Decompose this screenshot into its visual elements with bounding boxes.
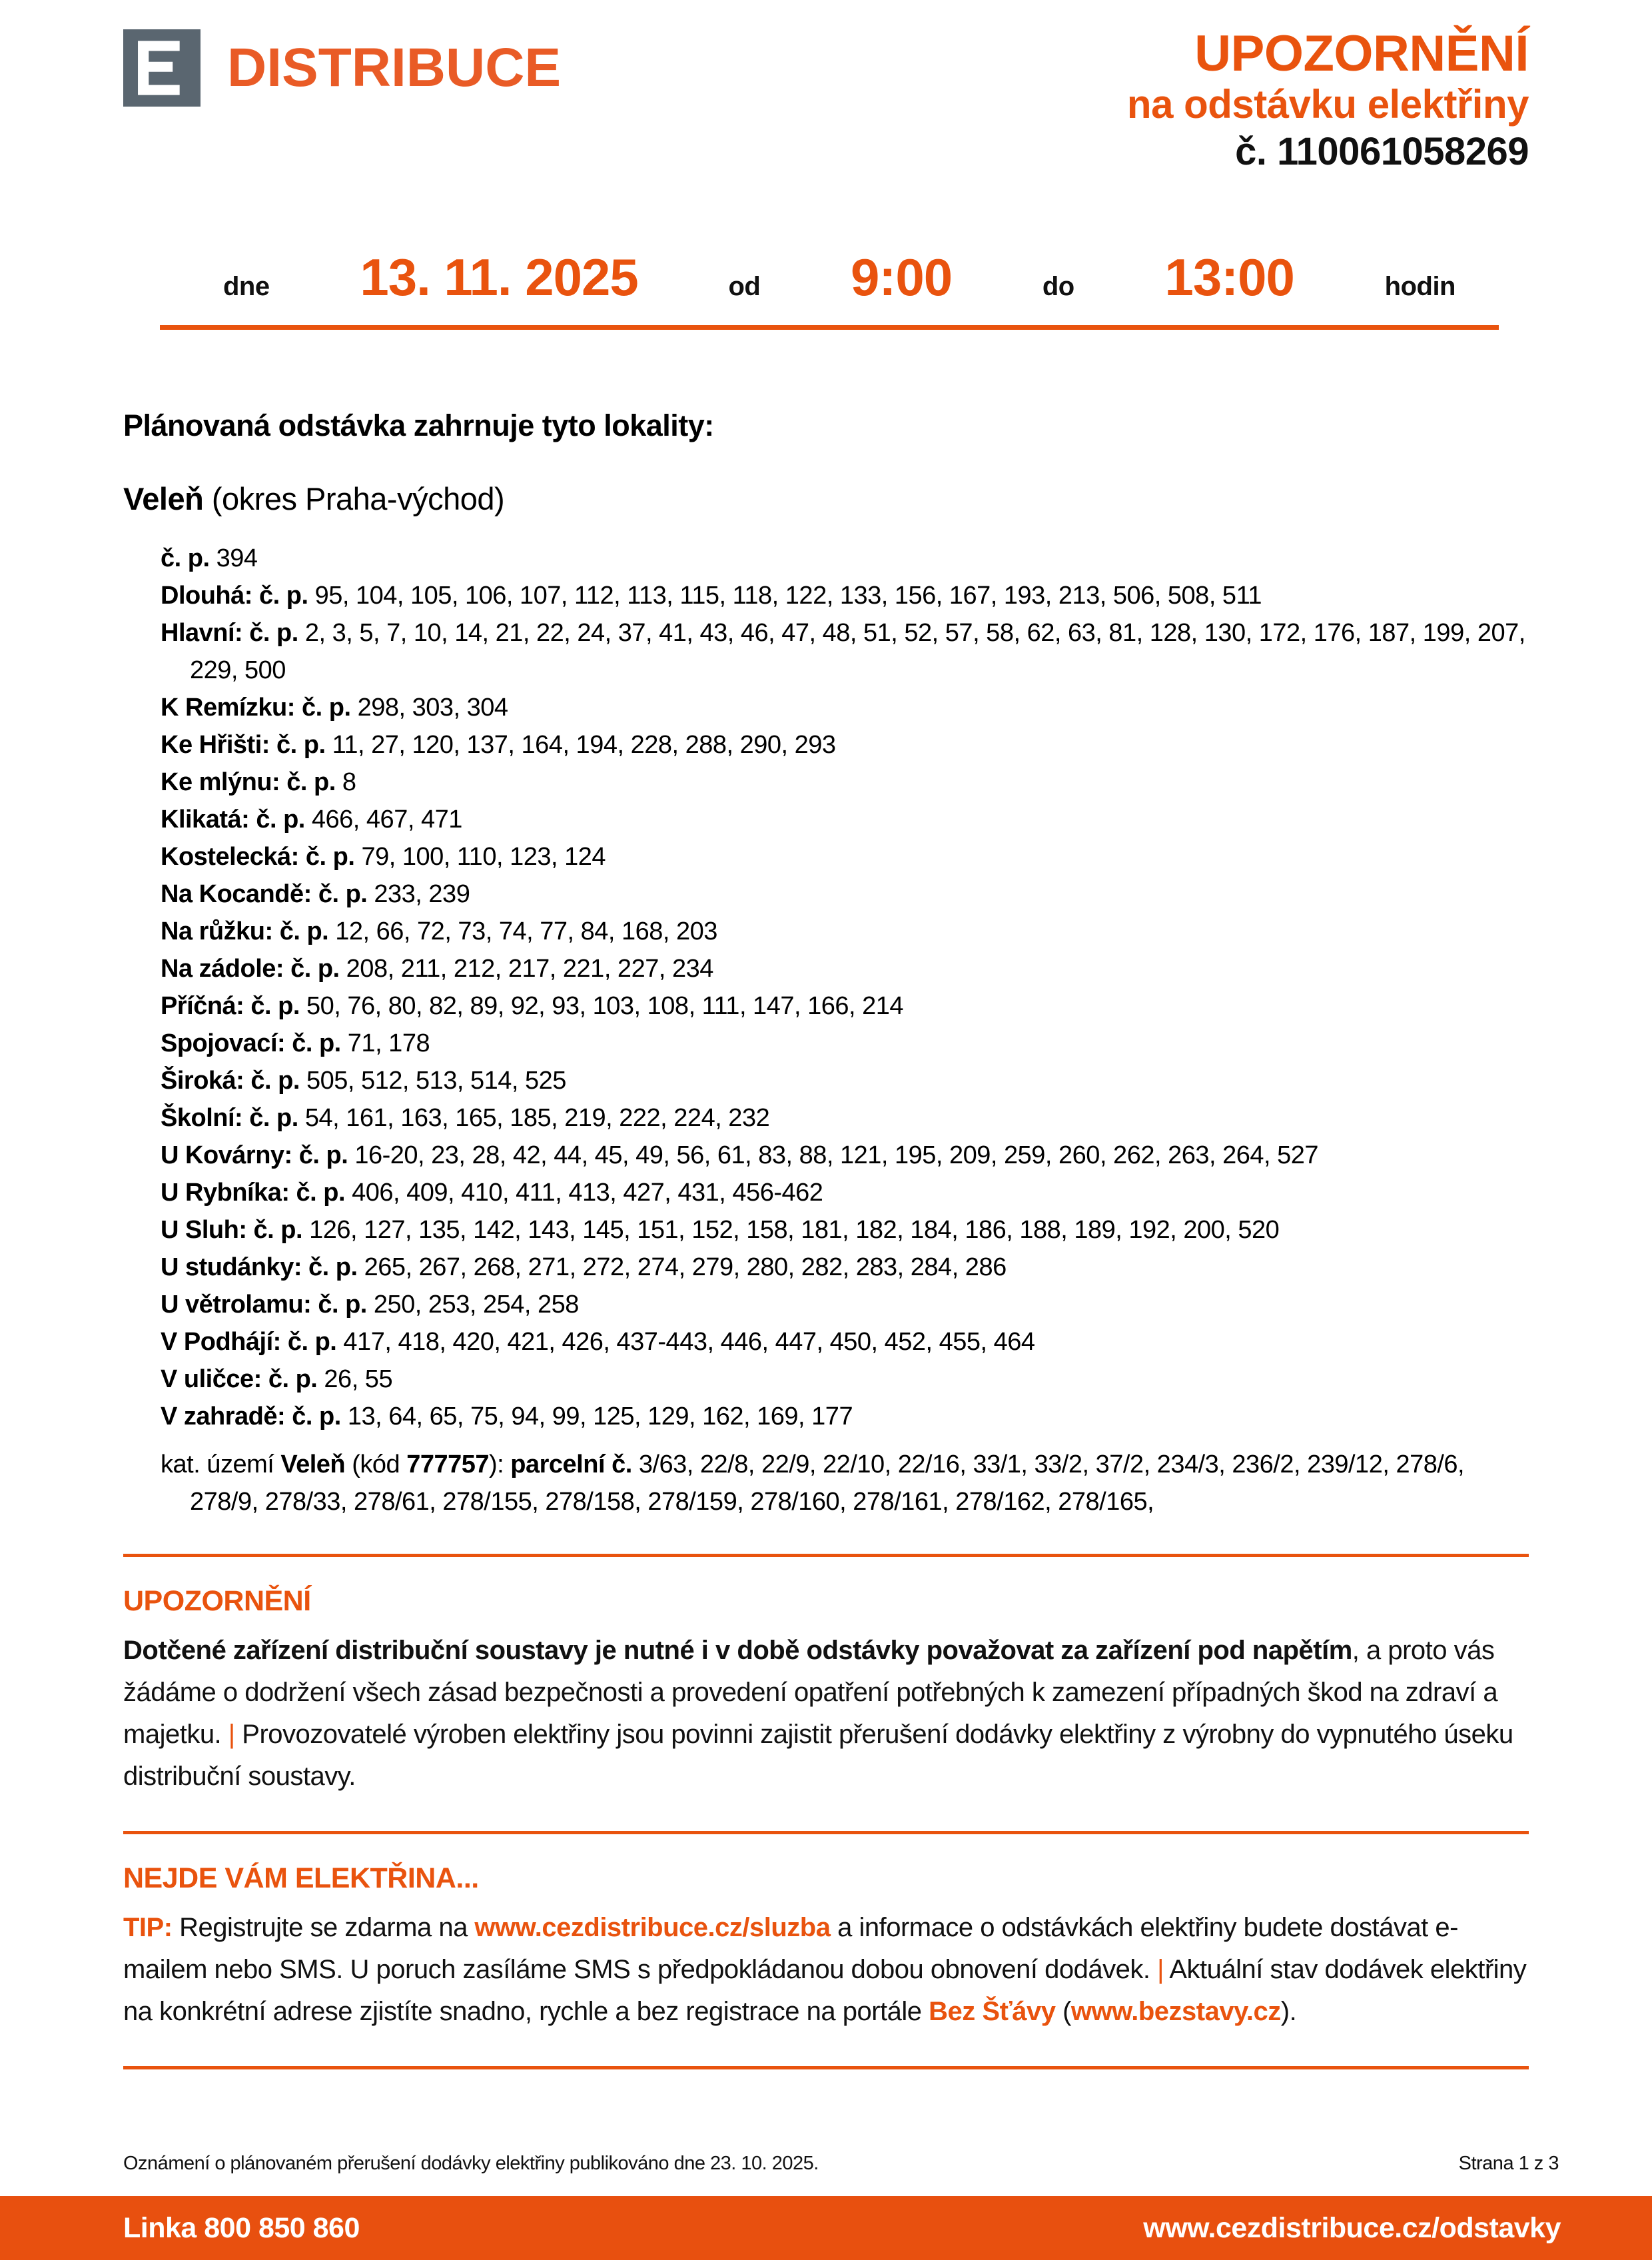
pipe-separator: | — [228, 1720, 235, 1750]
municipality-line — [123, 480, 1529, 517]
street-row — [123, 1137, 1529, 1174]
street-row — [123, 1174, 1529, 1211]
street-name: Kostelecká: č. p. — [161, 843, 362, 871]
date-underline — [160, 325, 1499, 330]
street-row — [123, 1099, 1529, 1137]
bottom-bar — [0, 2196, 1652, 2260]
tip-text1: Registrujte se zdarma na — [172, 1913, 475, 1943]
section-divider — [123, 2066, 1529, 2069]
street-name: Široká: č. p. — [161, 1067, 306, 1095]
street-numbers: 466, 467, 471 — [311, 806, 462, 834]
tip-label: TIP: — [123, 1913, 173, 1943]
street-row — [123, 1211, 1529, 1249]
notice-title-block — [1127, 25, 1529, 174]
notice-number: č. 110061058269 — [1235, 130, 1529, 174]
parcel-label: parcelní č. — [510, 1450, 632, 1479]
street-name: Školní: č. p. — [161, 1104, 305, 1133]
cp-numbers: 394 — [216, 544, 258, 573]
street-numbers: 26, 55 — [324, 1365, 393, 1394]
street-numbers: 8 — [342, 768, 356, 797]
street-numbers: 11, 27, 120, 137, 164, 194, 228, 288, 290, 293 — [332, 731, 836, 760]
title-line2: na odstávku elektřiny — [1126, 82, 1529, 127]
street-name: Ke mlýnu: č. p. — [161, 768, 342, 797]
municipality-district: (okres Praha-východ) — [203, 481, 505, 517]
street-name: U Sluh: č. p. — [161, 1216, 310, 1245]
localities-heading: Plánovaná odstávka zahrnuje tyto lokality: — [123, 408, 714, 443]
street-row — [123, 1361, 1529, 1398]
street-row — [123, 726, 1529, 764]
street-numbers: 16-20, 23, 28, 42, 44, 45, 49, 56, 61, 83, 88, 121, 195, 209, 259, 260, 262, 263, 264, 527 — [354, 1141, 1319, 1170]
municipality-name: Veleň — [123, 481, 204, 517]
street-name: Příčná: č. p. — [161, 992, 306, 1021]
logo-wordmark: DISTRIBUCE — [227, 37, 562, 98]
time-from: 9:00 — [851, 248, 953, 307]
street-name: Dlouhá: č. p. — [161, 582, 315, 610]
cadastral-prefix: kat. území — [161, 1450, 281, 1479]
cadastral-mid: (kód — [345, 1450, 407, 1479]
street-name: U studánky: č. p. — [161, 1253, 364, 1282]
tip-paragraph — [123, 1907, 1529, 2033]
tip-text5: ). — [1280, 1997, 1297, 2027]
street-name: Hlavní: č. p. — [161, 619, 305, 648]
cp-row — [123, 540, 1529, 577]
outage-date: 13. 11. 2025 — [360, 248, 638, 307]
tip-text3: Aktuální stav dodávek elektřiny na konkrétní adrese zjistíte snadno, rychle a bez registrace na portále — [123, 1955, 1527, 2027]
phone-line: Linka 800 850 860 — [123, 2211, 360, 2244]
portal-name: Bez Šťávy — [929, 1997, 1056, 2027]
street-numbers: 95, 104, 105, 106, 107, 112, 113, 115, 118, 122, 133, 156, 167, 193, 213, 506, 508, 511 — [314, 582, 1262, 610]
section-divider — [123, 1831, 1529, 1834]
street-name: V zahradě: č. p. — [161, 1403, 348, 1431]
publication-note: Oznámení o plánovaném přerušení dodávky elektřiny publikováno dne 23. 10. 2025. — [123, 2153, 819, 2174]
link-odstavky[interactable]: www.cezdistribuce.cz/odstavky — [1143, 2211, 1561, 2244]
street-row — [123, 1249, 1529, 1286]
street-numbers: 12, 66, 72, 73, 74, 77, 84, 168, 203 — [335, 917, 717, 946]
street-name: U větrolamu: č. p. — [161, 1291, 374, 1319]
cez-logo-icon — [123, 29, 201, 107]
cadastral-after-code: ): — [489, 1450, 511, 1479]
street-name: Na zádole: č. p. — [161, 955, 346, 983]
street-list — [123, 540, 1529, 1435]
street-numbers: 417, 418, 420, 421, 426, 437-443, 446, 447, 450, 452, 455, 464 — [343, 1328, 1035, 1357]
street-numbers: 208, 211, 212, 217, 221, 227, 234 — [346, 955, 713, 983]
street-numbers: 79, 100, 110, 123, 124 — [361, 843, 606, 871]
tip-text4: ( — [1055, 1997, 1071, 2027]
street-row — [123, 1286, 1529, 1323]
street-numbers: 250, 253, 254, 258 — [373, 1291, 579, 1319]
tip-text2: a informace o odstávkách elektřiny budete dostávat e-mailem nebo SMS. U poruch zasíláme SMS s předpokládanou dobou obnovení dodávek. — [123, 1913, 1458, 1985]
street-row — [123, 764, 1529, 801]
street-name: V Podhájí: č. p. — [161, 1328, 344, 1357]
street-numbers: 13, 64, 65, 75, 94, 99, 125, 129, 162, 169, 177 — [347, 1403, 853, 1431]
link-bezstavy[interactable]: www.bezstavy.cz — [1070, 1997, 1281, 2027]
warning-text: , a proto vás žádáme o dodržení všech zásad bezpečnosti a provedení opatření potřebných k zamezení případných škod na zdraví a majetku. — [123, 1636, 1498, 1750]
cp-label: č. p. — [161, 544, 210, 573]
section-divider — [123, 1554, 1529, 1557]
street-numbers: 505, 512, 513, 514, 525 — [306, 1067, 566, 1095]
street-numbers: 54, 161, 163, 165, 185, 219, 222, 224, 232 — [304, 1104, 770, 1133]
street-numbers: 298, 303, 304 — [357, 694, 508, 722]
street-numbers: 265, 267, 268, 271, 272, 274, 279, 280, 282, 283, 284, 286 — [364, 1253, 1007, 1282]
street-row — [123, 614, 1529, 689]
footer-note — [123, 2153, 1559, 2175]
street-row — [123, 950, 1529, 987]
street-row — [123, 1025, 1529, 1062]
warning-paragraph — [123, 1630, 1529, 1798]
warning-text-tail: Provozovatelé výroben elektřiny jsou povinni zajistit přerušení dodávky elektřiny z výrobny do vypnutého úseku distribuční soustavy. — [123, 1720, 1513, 1792]
street-row — [123, 1398, 1529, 1435]
hodin-label: hodin — [1384, 272, 1455, 302]
cadastral-name: Veleň — [280, 1450, 346, 1479]
link-cezdistribuce-sluzba[interactable]: www.cezdistribuce.cz/sluzba — [474, 1913, 831, 1943]
street-row — [123, 875, 1529, 913]
dne-label: dne — [223, 272, 270, 302]
street-name: Klikatá: č. p. — [161, 806, 312, 834]
no-power-heading: NEJDE VÁM ELEKTŘINA... — [123, 1862, 479, 1895]
header — [123, 25, 1529, 174]
do-label: do — [1042, 272, 1074, 302]
warning-heading: UPOZORNĚNÍ — [123, 1585, 311, 1618]
title-line1: UPOZORNĚNÍ — [1194, 25, 1529, 82]
street-row — [123, 987, 1529, 1025]
street-name: V uličce: č. p. — [161, 1365, 324, 1394]
schedule-row — [123, 247, 1529, 308]
street-numbers: 2, 3, 5, 7, 10, 14, 21, 22, 24, 37, 41, 43, 46, 47, 48, 51, 52, 57, 58, 62, 63, 81, 128, 130, 172, 176, 187, 199, 207, 229, 500 — [190, 619, 1525, 685]
street-name: Spojovací: č. p. — [161, 1029, 348, 1058]
street-numbers: 233, 239 — [374, 880, 470, 909]
street-name: K Remízku: č. p. — [161, 694, 358, 722]
street-numbers: 406, 409, 410, 411, 413, 427, 431, 456-462 — [352, 1179, 823, 1207]
time-to: 13:00 — [1164, 248, 1294, 307]
warning-bold: Dotčené zařízení distribuční soustavy je nutné i v době odstávky považovat za zařízení pod napětím — [123, 1636, 1352, 1666]
street-row — [123, 689, 1529, 726]
od-label: od — [728, 272, 761, 302]
street-row — [123, 913, 1529, 950]
cadastral-code: 777757 — [406, 1450, 489, 1479]
street-name: U Rybníka: č. p. — [161, 1179, 352, 1207]
street-row — [123, 1062, 1529, 1099]
street-row — [123, 1323, 1529, 1361]
street-name: Na Kocandě: č. p. — [161, 880, 374, 909]
street-name: Ke Hřišti: č. p. — [161, 731, 332, 760]
street-numbers: 126, 127, 135, 142, 143, 145, 151, 152, 158, 181, 182, 184, 186, 188, 189, 192, 200, 520 — [309, 1216, 1280, 1245]
page-number: Strana 1 z 3 — [1458, 2153, 1559, 2174]
cez-distribuce-logo — [123, 29, 561, 107]
street-numbers: 50, 76, 80, 82, 89, 92, 93, 103, 108, 111, 147, 166, 214 — [306, 992, 903, 1021]
street-row — [123, 801, 1529, 838]
street-numbers: 71, 178 — [347, 1029, 430, 1058]
street-name: Na růžku: č. p. — [161, 917, 336, 946]
cadastral-line — [123, 1446, 1529, 1520]
parcel-numbers: 3/63, 22/8, 22/9, 22/10, 22/16, 33/1, 33/2, 37/2, 234/3, 236/2, 239/12, 278/6, 278/9, 278/33, 278/61, 278/155, 278/158, 278/159, 278/160, 278/161, 278/162, 278/165, — [190, 1450, 1465, 1516]
street-row — [123, 577, 1529, 614]
street-row — [123, 838, 1529, 875]
pipe-separator: | — [1157, 1955, 1164, 1985]
street-name: U Kovárny: č. p. — [161, 1141, 355, 1170]
